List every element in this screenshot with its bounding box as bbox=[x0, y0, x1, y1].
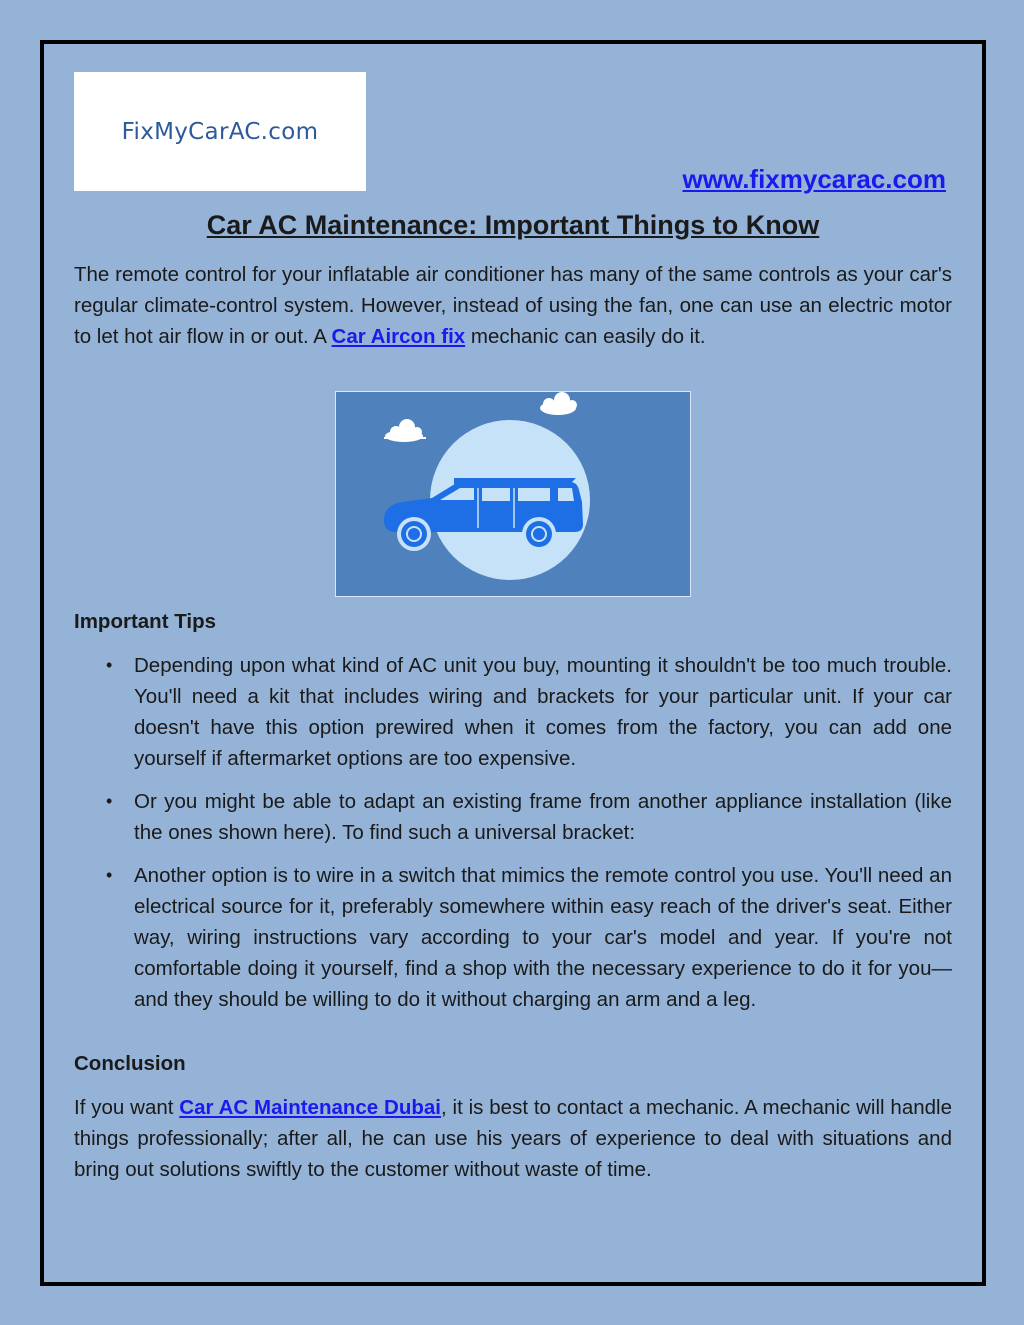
car-illustration-icon bbox=[336, 392, 690, 596]
conclusion-heading: Conclusion bbox=[74, 1052, 186, 1075]
intro-text-end: mechanic can easily do it. bbox=[465, 325, 706, 348]
list-item-text: Depending upon what kind of AC unit you buy, mounting it shouldn't be too much trouble. You'll need a kit that includes wiring and brackets for your particular unit. If your car doesn't have this option prewired when it comes from the factory, you can add one yourself if aftermarket options are too expensive. bbox=[134, 654, 952, 770]
intro-text-start: The remote control for your inflatable air conditioner has many of the same controls as your car's regular climate-control system. However, instead of using the fan, one can use an electric motor to let hot air flow in or out. A bbox=[74, 263, 952, 348]
list-item-text: Or you might be able to adapt an existing frame from another appliance installation (like the ones shown here). To find such a universal bracket: bbox=[134, 790, 952, 844]
list-item-text: Another option is to wire in a switch that mimics the remote control you use. You'll need an electrical source for it, preferably somewhere within easy reach of the driver's seat. Either way, wiring instructions vary according to your car's model and year. If you're not comfortable doing it yourself, find a shop with the necessary experience to do it for you—and they should be willing to do it without charging an arm and a leg. bbox=[134, 864, 952, 1011]
bullet-icon: • bbox=[106, 791, 113, 811]
car-illustration-image bbox=[335, 391, 691, 597]
website-link[interactable]: www.fixmycarac.com bbox=[682, 164, 946, 194]
intro-paragraph bbox=[74, 259, 952, 352]
list-item bbox=[74, 650, 952, 774]
tips-list bbox=[74, 650, 952, 1027]
logo-text: FixMyCarAC.com bbox=[121, 118, 319, 145]
conclusion-paragraph bbox=[74, 1092, 952, 1185]
cloud-icon bbox=[384, 419, 426, 442]
conclusion-text-end: , it is best to contact a mechanic. A mechanic will handle things professionally; after all, he can use his years of experience to deal with situations and bring out solutions swiftly to the customer without waste of time. bbox=[74, 1096, 952, 1181]
list-item bbox=[74, 860, 952, 1015]
list-item bbox=[74, 786, 952, 848]
conclusion-text-start: If you want bbox=[74, 1096, 180, 1119]
important-tips-heading: Important Tips bbox=[74, 610, 216, 633]
bullet-icon: • bbox=[106, 655, 113, 675]
car-ac-maintenance-dubai-link[interactable]: Car AC Maintenance Dubai bbox=[179, 1096, 441, 1119]
car-aircon-fix-link[interactable]: Car Aircon fix bbox=[331, 325, 466, 348]
page-title bbox=[44, 210, 982, 241]
page-title-text: Car AC Maintenance: Important Things to Know bbox=[206, 210, 820, 240]
page-frame bbox=[40, 40, 986, 1286]
bullet-icon: • bbox=[106, 865, 113, 885]
cloud-icon bbox=[540, 392, 577, 415]
logo bbox=[74, 72, 366, 191]
